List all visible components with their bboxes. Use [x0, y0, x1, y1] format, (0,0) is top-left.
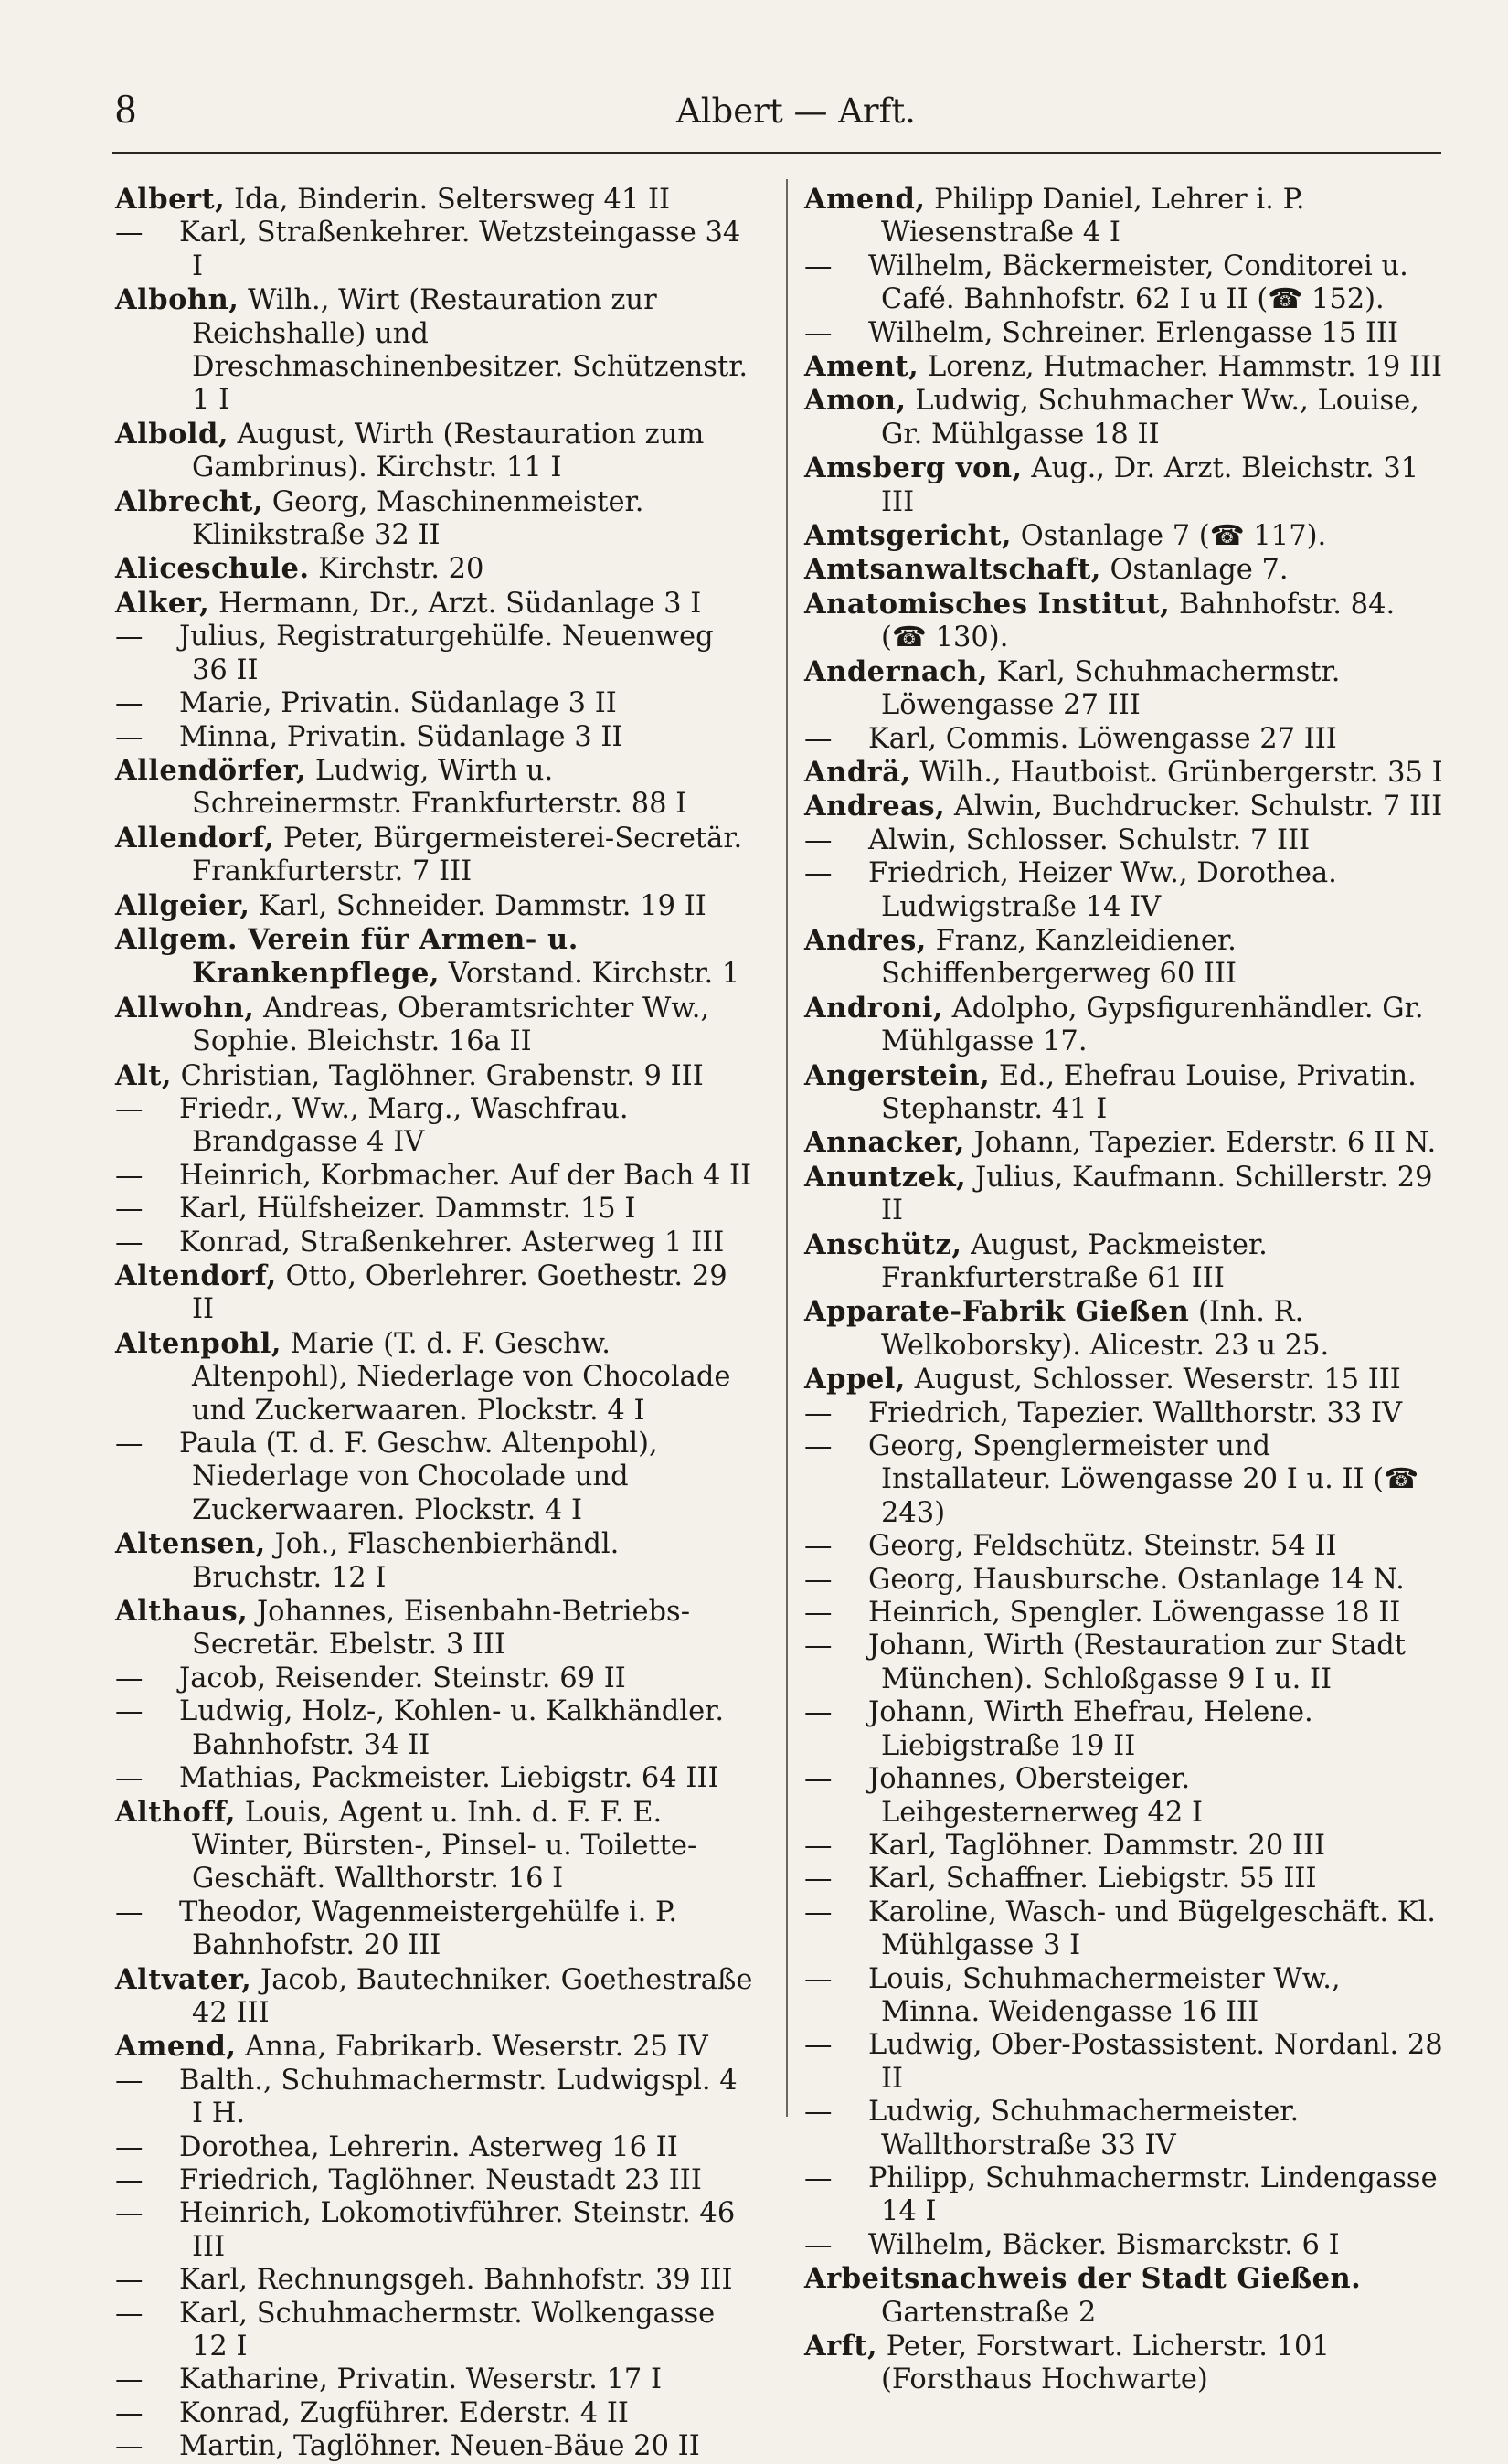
ditto-dash: — [804, 823, 833, 856]
directory-entry [115, 1963, 755, 2031]
entry-name: Allwohn, [115, 991, 255, 1025]
entry-details: Peter, Forstwart. Licherstr. 101 (Forsthaus Hochwarte) [881, 2331, 1330, 2396]
directory-entry [115, 721, 755, 754]
directory-entry [115, 217, 755, 283]
entry-details: Heinrich, Lokomotivführer. Steinstr. 46 III [179, 2197, 736, 2263]
entry-details: Friedrich, Taglöhner. Neustadt 23 III [179, 2163, 702, 2196]
ditto-dash: — [115, 1662, 143, 1694]
entry-details: Wilhelm, Schreiner. Erlengasse 15 III [868, 316, 1399, 349]
directory-entry [115, 2030, 755, 2064]
directory-entry [115, 1527, 755, 1595]
directory-entry [804, 1161, 1444, 1228]
directory-entry [804, 1059, 1444, 1127]
ditto-dash: — [804, 2228, 833, 2261]
entry-details: Johannes, Eisenbahn-Betriebs-Secretär. Ebelstr. 3 III [192, 1596, 690, 1662]
entry-details: Paula (T. d. F. Geschw. Altenpohl), Niederlage von Chocolade und Zuckerwaaren. Plockstr. 4 I [179, 1428, 658, 1526]
directory-entry [804, 2029, 1444, 2096]
entry-details: August, Schlosser. Weserstr. 15 III [914, 1364, 1401, 1397]
directory-entry [115, 687, 755, 720]
directory-entry [115, 1227, 755, 1259]
directory-entry [804, 1830, 1444, 1863]
entry-details: Lorenz, Hutmacher. Hammstr. 19 III [927, 351, 1443, 384]
entry-details: Louis, Agent u. Inh. d. F. F. E. Winter, Bürsten-, Pinsel- u. Toilette-Geschäft. Wallthorstr. 16 I [192, 1796, 697, 1896]
ditto-dash: — [115, 1428, 143, 1460]
entry-details: Karl, Schuhmachermstr. Wolkengasse 12 I [179, 2297, 716, 2363]
directory-entry [804, 756, 1444, 790]
entry-details: Vorstand. Kirchstr. 1 [448, 958, 740, 991]
entry-details: Friedrich, Tapezier. Wallthorstr. 33 IV [868, 1397, 1403, 1429]
ditto-dash: — [804, 1696, 833, 1729]
entry-details: Martin, Taglöhner. Neuen-Bäue 20 II [179, 2430, 700, 2463]
directory-entry [804, 2096, 1444, 2162]
entry-details: Ida, Binderin. Seltersweg 41 II [233, 184, 671, 216]
entry-details: Johann, Wirth (Restauration zur Stadt München). Schloßgasse 9 I u. II [868, 1630, 1407, 1695]
entry-details: Karl, Hülfsheizer. Dammstr. 15 I [179, 1193, 636, 1226]
entry-name: Ament, [804, 350, 919, 384]
directory-entry [115, 1896, 755, 1963]
ditto-dash: — [804, 250, 833, 282]
directory-entry [804, 2162, 1444, 2229]
entry-details: Wilh., Wirt (Restauration zur Reichshalle) und Dreschmaschinenbesitzer. Schützenstr. 1 I [192, 284, 749, 417]
directory-entry [804, 655, 1444, 723]
entry-details: Kirchstr. 20 [318, 553, 484, 586]
ditto-dash: — [115, 2130, 143, 2163]
directory-entry [804, 790, 1444, 823]
ditto-dash: — [804, 1563, 833, 1596]
directory-entry [804, 992, 1444, 1059]
ditto-dash: — [115, 2297, 143, 2330]
entry-details: Adolpho, Gypsfigurenhändler. Gr. Mühlgasse 17. [881, 992, 1424, 1058]
entry-details: (Inh. R. Welkoborsky). Alicestr. 23 u 25. [881, 1296, 1330, 1362]
directory-entry [804, 857, 1444, 924]
entry-details: Heinrich, Korbmacher. Auf der Bach 4 II [179, 1159, 752, 1192]
entry-details: Peter, Bürgermeisterei-Secretär. Frankfurterstr. 7 III [192, 822, 743, 888]
ditto-dash: — [804, 1630, 833, 1662]
entry-details: Ludwig, Wirth u. Schreinermstr. Frankfurterstr. 88 I [192, 754, 687, 821]
directory-entry [115, 1093, 755, 1160]
directory-entry [804, 317, 1444, 350]
entry-details: Georg, Hausbursche. Ostanlage 14 N. [868, 1563, 1405, 1596]
entry-details: Friedr., Ww., Marg., Waschfrau. Brandgasse 4 IV [179, 1092, 629, 1159]
directory-entry [804, 1295, 1444, 1363]
entry-details: Karl, Schaffner. Liebigstr. 55 III [868, 1863, 1317, 1896]
directory-entry [115, 2363, 755, 2396]
entry-details: Wilhelm, Bäckermeister, Conditorei u. Café. Bahnhofstr. 62 I u II (☎ 152). [868, 250, 1408, 316]
directory-entry [804, 924, 1444, 992]
directory-entry [115, 2430, 755, 2463]
entry-name: Amon, [804, 384, 907, 418]
directory-entry [115, 2065, 755, 2131]
directory-entry [115, 822, 755, 889]
ditto-dash: — [115, 2430, 143, 2463]
ditto-dash: — [115, 1193, 143, 1226]
entry-details: Katharine, Privatin. Weserstr. 17 I [179, 2363, 663, 2396]
entry-name: Albold, [115, 417, 228, 451]
directory-entry [115, 1695, 755, 1762]
entry-details: August, Wirth (Restauration zum Gambrinus). Kirchstr. 11 I [192, 418, 705, 484]
directory-entry [804, 1863, 1444, 1896]
directory-entry [115, 2164, 755, 2197]
entry-details: Jacob, Bautechniker. Goethestraße 42 III [192, 1963, 753, 2029]
entry-details: Alwin, Schlosser. Schulstr. 7 III [868, 823, 1311, 856]
entry-name: Altensen, [115, 1527, 266, 1561]
ditto-dash: — [804, 1530, 833, 1563]
entry-details: Konrad, Straßenkehrer. Asterweg 1 III [179, 1226, 725, 1259]
entry-name: Alker, [115, 586, 210, 620]
entry-name: Appel, [804, 1363, 906, 1397]
entry-details: Philipp, Schuhmachermstr. Lindengasse 14 I [868, 2161, 1438, 2228]
entry-details: Karl, Schuhmachermstr. Löwengasse 27 III [881, 655, 1341, 722]
entry-name: Amsberg von, [804, 451, 1023, 485]
entry-name: Albohn, [115, 283, 239, 317]
directory-entry [804, 588, 1444, 655]
directory-entry [804, 2330, 1444, 2397]
right-column [804, 183, 1444, 2397]
entry-details: Georg, Spenglermeister und Installateur. Löwengasse 20 I u. II (☎ 243) [868, 1430, 1419, 1529]
directory-entry [804, 1763, 1444, 1830]
entry-details: Ostanlage 7 (☎ 117). [1020, 520, 1327, 553]
entry-name: Altvater, [115, 1962, 252, 1996]
entry-details: Wilhelm, Bäcker. Bismarckstr. 6 I [868, 2228, 1340, 2261]
directory-entry [115, 485, 755, 553]
entry-name: Amend, [804, 183, 926, 216]
entry-name: Arft, [804, 2330, 878, 2363]
entry-details: Georg, Maschinenmeister. Klinikstraße 32 II [192, 485, 644, 552]
entry-details: Christian, Taglöhner. Grabenstr. 9 III [180, 1059, 704, 1092]
entry-details: Otto, Oberlehrer. Goethestr. 29 II [192, 1260, 727, 1326]
directory-entry [115, 1327, 755, 1428]
directory-entry [115, 923, 755, 992]
ditto-dash: — [804, 722, 833, 755]
entry-name: Androni, [804, 991, 943, 1025]
entry-details: Ludwig, Ober-Postassistent. Nordanl. 28 II [868, 2029, 1443, 2095]
directory-entry [804, 2229, 1444, 2262]
entry-details: Konrad, Zugführer. Ederstr. 4 II [179, 2396, 629, 2429]
directory-entry [804, 824, 1444, 857]
directory-entry [115, 1193, 755, 1226]
directory-entry [804, 1564, 1444, 1597]
ditto-dash: — [804, 2096, 833, 2129]
entry-details: Karl, Straßenkehrer. Wetzsteingasse 34 I [179, 217, 741, 282]
ditto-dash: — [115, 720, 143, 753]
ditto-dash: — [115, 2396, 143, 2429]
ditto-dash: — [804, 1829, 833, 1862]
entry-details: Karl, Commis. Löwengasse 27 III [868, 722, 1337, 755]
entry-details: Dorothea, Lehrerin. Asterweg 16 II [179, 2130, 678, 2163]
entry-details: Anna, Fabrikarb. Weserstr. 25 IV [245, 2031, 708, 2064]
ditto-dash: — [804, 2161, 833, 2194]
entry-details: Heinrich, Spengler. Löwengasse 18 II [868, 1597, 1401, 1630]
entry-name: Amend, [115, 2030, 237, 2064]
ditto-dash: — [115, 1762, 143, 1795]
ditto-dash: — [804, 1397, 833, 1429]
directory-entry [115, 1796, 755, 1896]
entry-details: Jacob, Reisender. Steinstr. 69 II [179, 1662, 626, 1694]
entry-name: Allgem. Verein für Armen- u. Krankenpflege, [115, 922, 579, 991]
entry-details: Gartenstraße 2 [881, 2296, 1097, 2329]
entry-details: Alwin, Buchdrucker. Schulstr. 7 III [953, 791, 1443, 823]
ditto-dash: — [804, 1430, 833, 1463]
entry-details: Aug., Dr. Arzt. Bleichstr. 31 III [881, 452, 1419, 518]
ditto-dash: — [115, 1092, 143, 1125]
entry-details: Johann, Tapezier. Ederstr. 6 II N. [973, 1127, 1437, 1160]
ditto-dash: — [804, 1763, 833, 1796]
entry-name: Andernach, [804, 654, 988, 688]
directory-entry [115, 1160, 755, 1193]
ditto-dash: — [804, 1896, 833, 1928]
page-number: 8 [115, 85, 136, 132]
entry-details: Johannes, Obersteiger. Leihgesternerweg 42 I [868, 1763, 1204, 1829]
ditto-dash: — [115, 2363, 143, 2396]
directory-entry [115, 183, 755, 217]
directory-entry [804, 250, 1444, 317]
entry-name: Allendörfer, [115, 753, 307, 787]
directory-entry [804, 384, 1444, 451]
directory-entry [115, 2397, 755, 2430]
entry-name: Allgeier, [115, 888, 250, 922]
entry-details: August, Packmeister. Frankfurterstraße 61 III [881, 1228, 1268, 1294]
directory-entry [115, 283, 755, 418]
directory-entry [804, 553, 1444, 587]
directory-entry [115, 754, 755, 822]
entry-name: Apparate-Fabrik Gießen [804, 1295, 1190, 1329]
ditto-dash: — [115, 1896, 143, 1928]
entry-details: Louis, Schuhmachermeister Ww., Minna. Weidengasse 16 III [868, 1962, 1341, 2028]
directory-entry [115, 2298, 755, 2364]
column-divider [786, 179, 788, 2117]
entry-details: Theodor, Wagenmeistergehülfe i. P. Bahnhofstr. 20 III [179, 1896, 678, 1962]
directory-entry [804, 1597, 1444, 1630]
directory-entry [804, 1397, 1444, 1430]
entry-details: Karoline, Wasch- und Bügelgeschäft. Kl. Mühlgasse 3 I [868, 1896, 1436, 1962]
entry-name: Altendorf, [115, 1259, 277, 1292]
directory-entry [115, 621, 755, 687]
directory-entry [804, 1963, 1444, 2030]
entry-details: Andreas, Oberamtsrichter Ww., Sophie. Bleichstr. 16a II [192, 992, 710, 1058]
entry-name: Andres, [804, 923, 927, 957]
entry-details: Ostanlage 7. [1110, 554, 1289, 587]
entry-name: Aliceschule. [115, 552, 310, 586]
entry-details: Marie (T. d. F. Geschw. Altenpohl), Niederlage von Chocolade und Zuckerwaaren. Plockstr. 4 I [192, 1327, 731, 1427]
ditto-dash: — [804, 2029, 833, 2062]
directory-entry [804, 1630, 1444, 1696]
entry-details: Bahnhofstr. 84. (☎ 130). [881, 588, 1396, 654]
entry-name: Amtsgericht, [804, 519, 1013, 553]
entry-details: Ludwig, Schuhmachermeister. Wallthorstraße 33 IV [868, 2096, 1300, 2161]
entry-details: Philipp Daniel, Lehrer i. P. Wiesenstraße 4 I [881, 184, 1305, 250]
entry-details: Friedrich, Heizer Ww., Dorothea. Ludwigstraße 14 IV [868, 857, 1337, 923]
ditto-dash: — [115, 2163, 143, 2196]
ditto-dash: — [115, 621, 143, 653]
directory-entry [115, 2197, 755, 2264]
ditto-dash: — [115, 687, 143, 720]
entry-name: Anschütz, [804, 1227, 962, 1261]
directory-entry [115, 1762, 755, 1795]
entry-details: Johann, Wirth Ehefrau, Helene. Liebigstraße 19 II [868, 1696, 1313, 1762]
directory-entry [115, 418, 755, 485]
ditto-dash: — [804, 1597, 833, 1630]
directory-entry [115, 1259, 755, 1327]
entry-details: Minna, Privatin. Südanlage 3 II [179, 720, 623, 753]
entry-name: Andrä, [804, 755, 911, 789]
entry-name: Albrecht, [115, 484, 264, 518]
directory-entry [115, 1662, 755, 1695]
ditto-dash: — [804, 857, 833, 890]
directory-entry [804, 1530, 1444, 1563]
directory-entry [804, 1126, 1444, 1160]
entry-name: Annacker, [804, 1126, 965, 1160]
entry-name: Anuntzek, [804, 1160, 967, 1194]
directory-entry [804, 519, 1444, 553]
ditto-dash: — [804, 1863, 833, 1896]
left-column [115, 183, 755, 2464]
ditto-dash: — [804, 316, 833, 349]
directory-entry [115, 552, 755, 586]
entry-details: Karl, Rechnungsgeh. Bahnhofstr. 39 III [179, 2264, 733, 2297]
entry-name: Andreas, [804, 790, 946, 823]
directory-entry [804, 723, 1444, 756]
entry-details: Julius, Kaufmann. Schillerstr. 29 II [881, 1161, 1433, 1227]
ditto-dash: — [115, 217, 143, 250]
directory-entry [115, 2264, 755, 2297]
entry-details: Hermann, Dr., Arzt. Südanlage 3 I [218, 587, 702, 620]
entry-name: Amtsanwaltschaft, [804, 553, 1101, 587]
entry-details: Ludwig, Schuhmacher Ww., Louise, Gr. Mühlgasse 18 II [881, 385, 1419, 451]
ditto-dash: — [115, 2197, 143, 2230]
entry-details: Ludwig, Holz-, Kohlen- u. Kalkhändler. Bahnhofstr. 34 II [179, 1695, 725, 1761]
ditto-dash: — [115, 1695, 143, 1728]
directory-entry [804, 1430, 1444, 1530]
directory-entry [804, 350, 1444, 384]
directory-entry [804, 1228, 1444, 1296]
entry-name: Alt, [115, 1058, 172, 1092]
ditto-dash: — [804, 1962, 833, 1995]
running-head: Albert — Arft. [676, 91, 916, 131]
entry-details: Wilh., Hautboist. Grünbergerstr. 35 I [919, 756, 1443, 789]
directory-entry [115, 587, 755, 621]
entry-name: Altenpohl, [115, 1326, 281, 1360]
entry-name: Albert, [115, 183, 226, 216]
directory-entry [115, 992, 755, 1059]
entry-name: Althoff, [115, 1795, 237, 1829]
entry-name: Arbeitsnachweis der Stadt Gießen. [804, 2262, 1362, 2296]
directory-entry [115, 1059, 755, 1093]
directory-entry [804, 1696, 1444, 1763]
directory-entry [115, 1428, 755, 1527]
directory-entry [115, 2131, 755, 2164]
entry-details: Joh., Flaschenbierhändl. Bruchstr. 12 I [192, 1528, 620, 1594]
entry-details: Balth., Schuhmachermstr. Ludwigspl. 4 I H. [179, 2064, 738, 2130]
entry-details: Julius, Registraturgehülfe. Neuenweg 36 II [179, 621, 714, 686]
entry-details: Franz, Kanzleidiener. Schiffenbergerweg 60 III [881, 924, 1237, 991]
directory-entry [804, 2262, 1444, 2330]
entry-details: Ed., Ehefrau Louise, Privatin. Stephanstr. 41 I [881, 1059, 1417, 1125]
entry-details: Karl, Schneider. Dammstr. 19 II [259, 889, 706, 922]
directory-entry [115, 889, 755, 923]
entry-details: Marie, Privatin. Südanlage 3 II [179, 687, 617, 720]
entry-details: Mathias, Packmeister. Liebigstr. 64 III [179, 1762, 719, 1795]
directory-entry [115, 1595, 755, 1662]
ditto-dash: — [115, 1159, 143, 1192]
ditto-dash: — [115, 2264, 143, 2297]
ditto-dash: — [115, 2064, 143, 2097]
entry-details: Georg, Feldschütz. Steinstr. 54 II [868, 1530, 1337, 1563]
directory-entry [804, 1363, 1444, 1397]
directory-entry [804, 451, 1444, 519]
entry-name: Allendorf, [115, 821, 275, 855]
entry-details: Karl, Taglöhner. Dammstr. 20 III [868, 1829, 1326, 1862]
entry-name: Angerstein, [804, 1058, 991, 1092]
header-rule [112, 152, 1441, 154]
entry-name: Anatomisches Institut, [804, 587, 1171, 621]
directory-entry [804, 1896, 1444, 1963]
entry-name: Althaus, [115, 1595, 249, 1629]
directory-entry [804, 183, 1444, 250]
ditto-dash: — [115, 1226, 143, 1259]
